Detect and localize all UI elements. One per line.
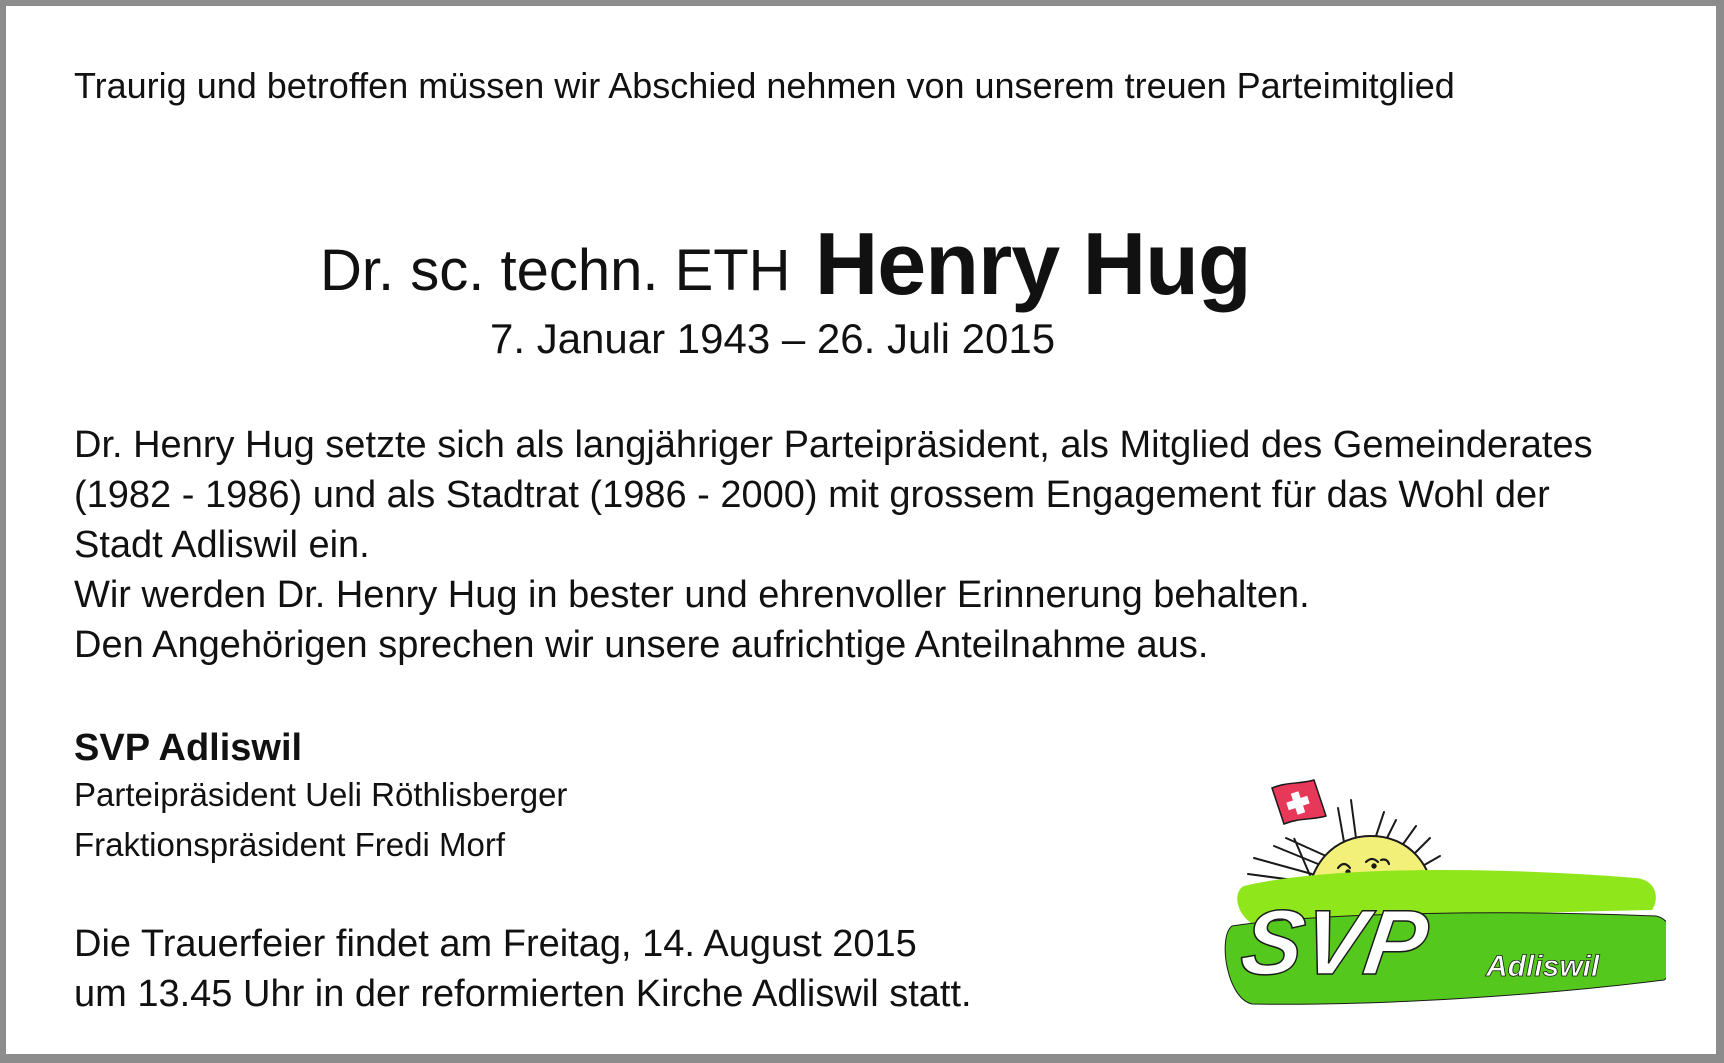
deceased-title bbox=[320, 214, 1251, 313]
logo-text-main: SVP bbox=[1235, 890, 1434, 994]
body-line: (1982 - 1986) und als Stadtrat (1986 - 2000) mit grossem Engagement für das Wohl der bbox=[74, 474, 1550, 516]
ceremony-line: um 13.45 Uhr in der reformierten Kirche Adliswil statt. bbox=[74, 973, 972, 1015]
party-name: SVP Adliswil bbox=[74, 727, 303, 769]
life-dates: 7. Januar 1943 – 26. Juli 2015 bbox=[490, 315, 1056, 362]
academic-title: Dr. sc. techn. ETH bbox=[320, 238, 791, 303]
deceased-name: Henry Hug bbox=[814, 214, 1251, 313]
signatory: Parteipräsident Ueli Röthlisberger bbox=[74, 776, 568, 813]
body-line: Wir werden Dr. Henry Hug in bester und ehrenvoller Erinnerung behalten. bbox=[74, 574, 1310, 616]
svp-logo bbox=[1216, 776, 1666, 1026]
body-line: Stadt Adliswil ein. bbox=[74, 524, 370, 566]
logo-text-sub: Adliswil bbox=[1486, 950, 1600, 983]
intro-text: Traurig und betroffen müssen wir Abschied nehmen von unserem treuen Parteimitglied bbox=[74, 65, 1455, 106]
ceremony-line: Die Trauerfeier findet am Freitag, 14. August 2015 bbox=[74, 923, 917, 965]
body-line: Dr. Henry Hug setzte sich als langjähriger Parteipräsident, als Mitglied des Gemeinderates bbox=[74, 424, 1593, 466]
body-line: Den Angehörigen sprechen wir unsere aufrichtige Anteilnahme aus. bbox=[74, 624, 1209, 666]
signatory: Fraktionspräsident Fredi Morf bbox=[74, 826, 505, 863]
